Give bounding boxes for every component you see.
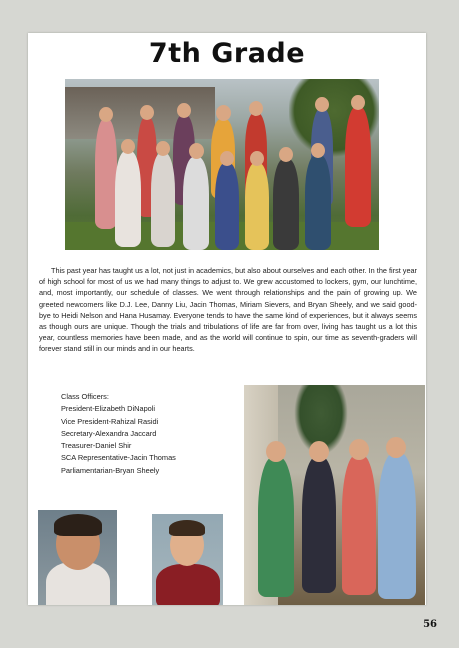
student-portrait <box>38 510 117 605</box>
student-head <box>177 103 191 118</box>
student-figure <box>378 453 416 599</box>
yearbook-page <box>28 33 426 605</box>
officers-group-photo <box>244 385 425 605</box>
student-head <box>349 439 369 460</box>
student-head <box>220 151 234 166</box>
student-figure <box>305 155 331 250</box>
student-figure <box>258 457 294 597</box>
student-head <box>351 95 365 110</box>
class-officers-list <box>61 391 241 477</box>
hair <box>169 520 205 536</box>
student-figure <box>183 157 209 250</box>
page-number: 56 <box>423 619 437 630</box>
class-group-photo <box>65 79 379 250</box>
student-head <box>216 105 231 121</box>
officer-line: Parliamentarian-Bryan Sheely <box>61 465 160 475</box>
student-head <box>189 143 204 159</box>
officer-line: SCA Representative-Jacin Thomas <box>61 453 176 463</box>
student-head <box>266 441 286 462</box>
student-head <box>386 437 406 458</box>
student-figure <box>115 151 141 247</box>
student-figure <box>245 163 269 250</box>
student-figure <box>345 107 371 227</box>
officer-line: Treasurer-Daniel Shir <box>61 441 132 451</box>
page-title: 7th Grade <box>148 38 306 69</box>
student-figure <box>342 455 376 595</box>
student-figure <box>302 457 336 593</box>
shirt <box>156 564 220 605</box>
student-head <box>140 105 154 120</box>
student-figure <box>273 159 299 250</box>
class-summary-paragraph: This past year has taught us a lot, not just in academics, but also about ourselves and each other. In the first year of high school for most of us we had many things to adjust to. We grew accustomed to lockers, gym, our lunchtime, and, most importantly, our schedule of classes. We went through relationships and the pain of growing up. We greeted newcomers like D.J. Lee, Danny Liu, Jacin Thomas, Miriam Sievers, and Bryan Sheely, and we said good-bye to Heidi Nelson and Hana Husamay. Everyone tends to have the same kind of experiences, but it always seems as though ours are unique. Though the trials and tribulations of life are far from over, living has taught us a lot this year, countless memories have been made, and as the world will continue to spin, our time as seventh-graders will forever stand still in our minds and in our hearts. <box>39 266 417 354</box>
student-head <box>309 441 329 462</box>
student-head <box>249 101 263 116</box>
student-head <box>121 139 135 154</box>
student-portrait <box>152 514 223 605</box>
student-head <box>315 97 329 112</box>
student-figure <box>151 153 175 247</box>
student-head <box>311 143 325 158</box>
student-figure <box>215 163 239 250</box>
student-figure <box>95 119 117 229</box>
officer-line: Secretary-Alexandra Jaccard <box>61 428 157 438</box>
student-head <box>279 147 293 162</box>
student-head <box>99 107 113 122</box>
officer-line: President-Elizabeth DiNapoli <box>61 404 156 414</box>
officers-heading: Class Officers: <box>61 392 109 401</box>
student-head <box>156 141 170 156</box>
officer-line: Vice President-Rahizal Rasidi <box>61 416 159 426</box>
student-head <box>250 151 264 166</box>
hair <box>54 514 102 536</box>
